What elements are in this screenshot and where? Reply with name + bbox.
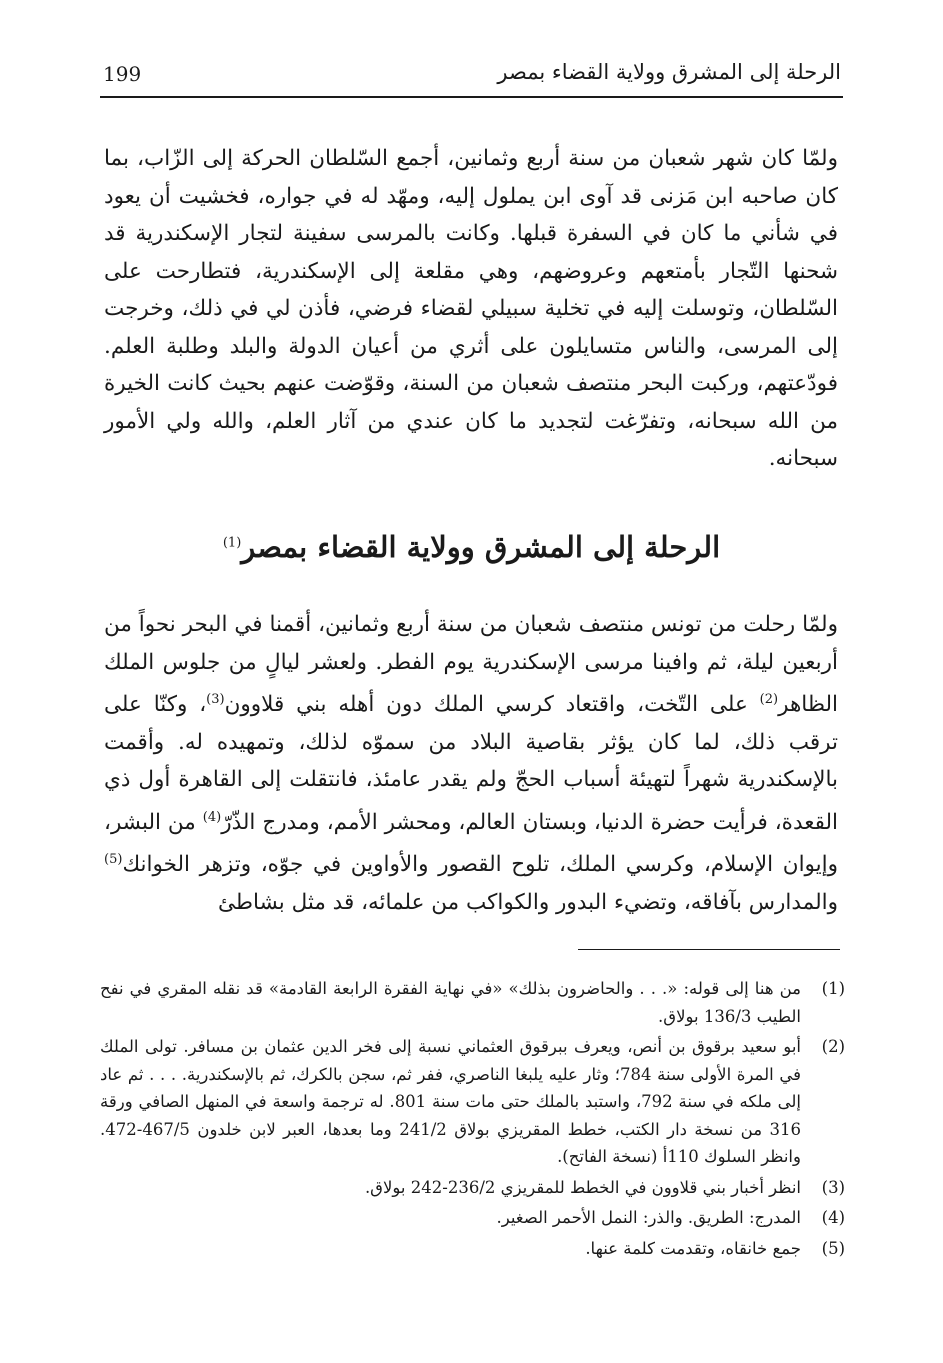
section-title-footnote-ref: (1)	[222, 535, 242, 551]
paragraph-2-text-5: والمدارس بآفاقه، وتضيء البدور والكواكب من علمائه، قد مثل بشاطئ	[217, 889, 838, 915]
footnote-text: المدرج: الطريق. والذر: النمل الأحمر الصغير.	[496, 1208, 801, 1227]
section-title-text: الرحلة إلى المشرق وولاية القضاء بمصر	[241, 530, 721, 564]
footnote-number: (5)	[821, 1238, 845, 1258]
paragraph-2-text-2: على التّخت، واقتعاد كرسي الملك دون أهله بني قلاوون	[224, 692, 760, 718]
footnote-number: (1)	[821, 979, 845, 998]
footnote-ref-4: (4)	[202, 809, 222, 825]
footnote-4	[100, 1204, 845, 1232]
footnote-ref-3: (3)	[206, 692, 225, 707]
footnote-ref-5: (5)	[104, 852, 123, 868]
paragraph-2-text-3: ، وكنّا على ترقب ذلك، لما كان يؤثر بقاصية البلاد من سموّه لذلك، وتمهيده له. وأقمت بالإسكندرية شهراً لتهيئة أسباب الحجّ ولم يقدر عامئذ، فانتقلت إلى القاهرة أول ذي القعدة، فرأيت حضرة الدنيا، وبستان العالم، ومحشر الأمم، ومدرج الذّرّ	[104, 692, 838, 835]
footnote-number: (2)	[821, 1037, 845, 1056]
paragraph-2	[104, 606, 838, 921]
footnote-number: (4)	[821, 1208, 845, 1227]
footnote-text: أبو سعيد برقوق بن أنص، ويعرف ببرقوق العثماني نسبة إلى فخر الدين عثمان بن مسافر. تولى الملك في المرة الأولى سنة 784؛ وثار عليه يلبغا الناصري، ففر ثم، سجن بالكرك، ثم بالإسكندرية. . . . ثم عاد إلى ملكه في سنة 792، واستبد بالملك حتى مات سنة 801. له ترجمة واسعة في المنهل الصافي ورقة 316 من نسخة دار الكتب، خطط المقريزي بولاق 241/2 وما بعدها، العبر لابن خلدون 467/5-472. وانظر السلوك 110أ (نسخة الفاتح).	[100, 1037, 802, 1166]
paragraph-2-text-4: من البشر، وإيوان الإسلام، وكرسي الملك، تلوح القصور والأواوين في جوّه، وتزهر الخوانك	[104, 809, 838, 878]
footnote-3	[100, 1174, 845, 1202]
header-rule	[100, 96, 843, 98]
page-number: 199	[103, 62, 142, 86]
paragraph-2-text-1: ولمّا رحلت من تونس منتصف شعبان من سنة أربع وثمانين، أقمنا في البحر نحواً من أربعين ليلة، ثم وافينا مرسى الإسكندرية يوم الفطر. ولعشر ليالٍ من جلوس الملك الظاهر	[104, 612, 838, 718]
footnotes	[100, 975, 845, 1265]
paragraph-1: ولمّا كان شهر شعبان من سنة أربع وثمانين، أجمع السّلطان الحركة إلى الزّاب، بما كان صاحبه ابن مَزنى قد آوى ابن يملول إليه، ومهّد له في جواره، فخشيت أن يعود في شأني ما كان في السفرة قبلها. وكانت بالمرسى سفينة لتجار الإسكندرية قد شحنها التّجار بأمتعهم وعروضهم، وهي مقلعة إلى الإسكندرية، فتطارحت على السّلطان، وتوسلت إليه في تخلية سبيلي لقضاء فرضي، فأذن لي في ذلك، وخرجت إلى المرسى، والناس متسايلون على أثري من أعيان الدولة والبلد وطلبة العلم. فودّعتهم، وركبت البحر منتصف شعبان من السنة، وقوّضت عنهم بحيث كانت الخيرة من الله سبحانه، وتفرّغت لتجديد ما كان عندي من آثار العلم، والله ولي الأمور سبحانه.	[104, 146, 838, 471]
footnote-number: (3)	[821, 1177, 845, 1197]
section-title	[100, 530, 843, 564]
running-title: الرحلة إلى المشرق وولاية القضاء بمصر	[497, 60, 841, 84]
footnote-5	[100, 1235, 845, 1263]
footnote-text: من هنا إلى قوله: «. . . والحاضرون بذلك» «في نهاية الفقرة الرابعة القادمة» قد نقله المقري في نفح الطيب 136/3 بولاق.	[100, 979, 801, 1026]
footnote-2	[100, 1033, 845, 1171]
footnote-1	[100, 975, 845, 1030]
footnote-text: جمع خانقاه، وتقدمت كلمة عنها.	[585, 1238, 801, 1258]
footnote-text: انظر أخبار بني قلاوون في الخطط للمقريزي 236/2-242 بولاق.	[364, 1177, 801, 1197]
footnote-ref-2: (2)	[759, 692, 779, 707]
footnote-separator	[578, 949, 840, 950]
page-header	[100, 56, 843, 92]
